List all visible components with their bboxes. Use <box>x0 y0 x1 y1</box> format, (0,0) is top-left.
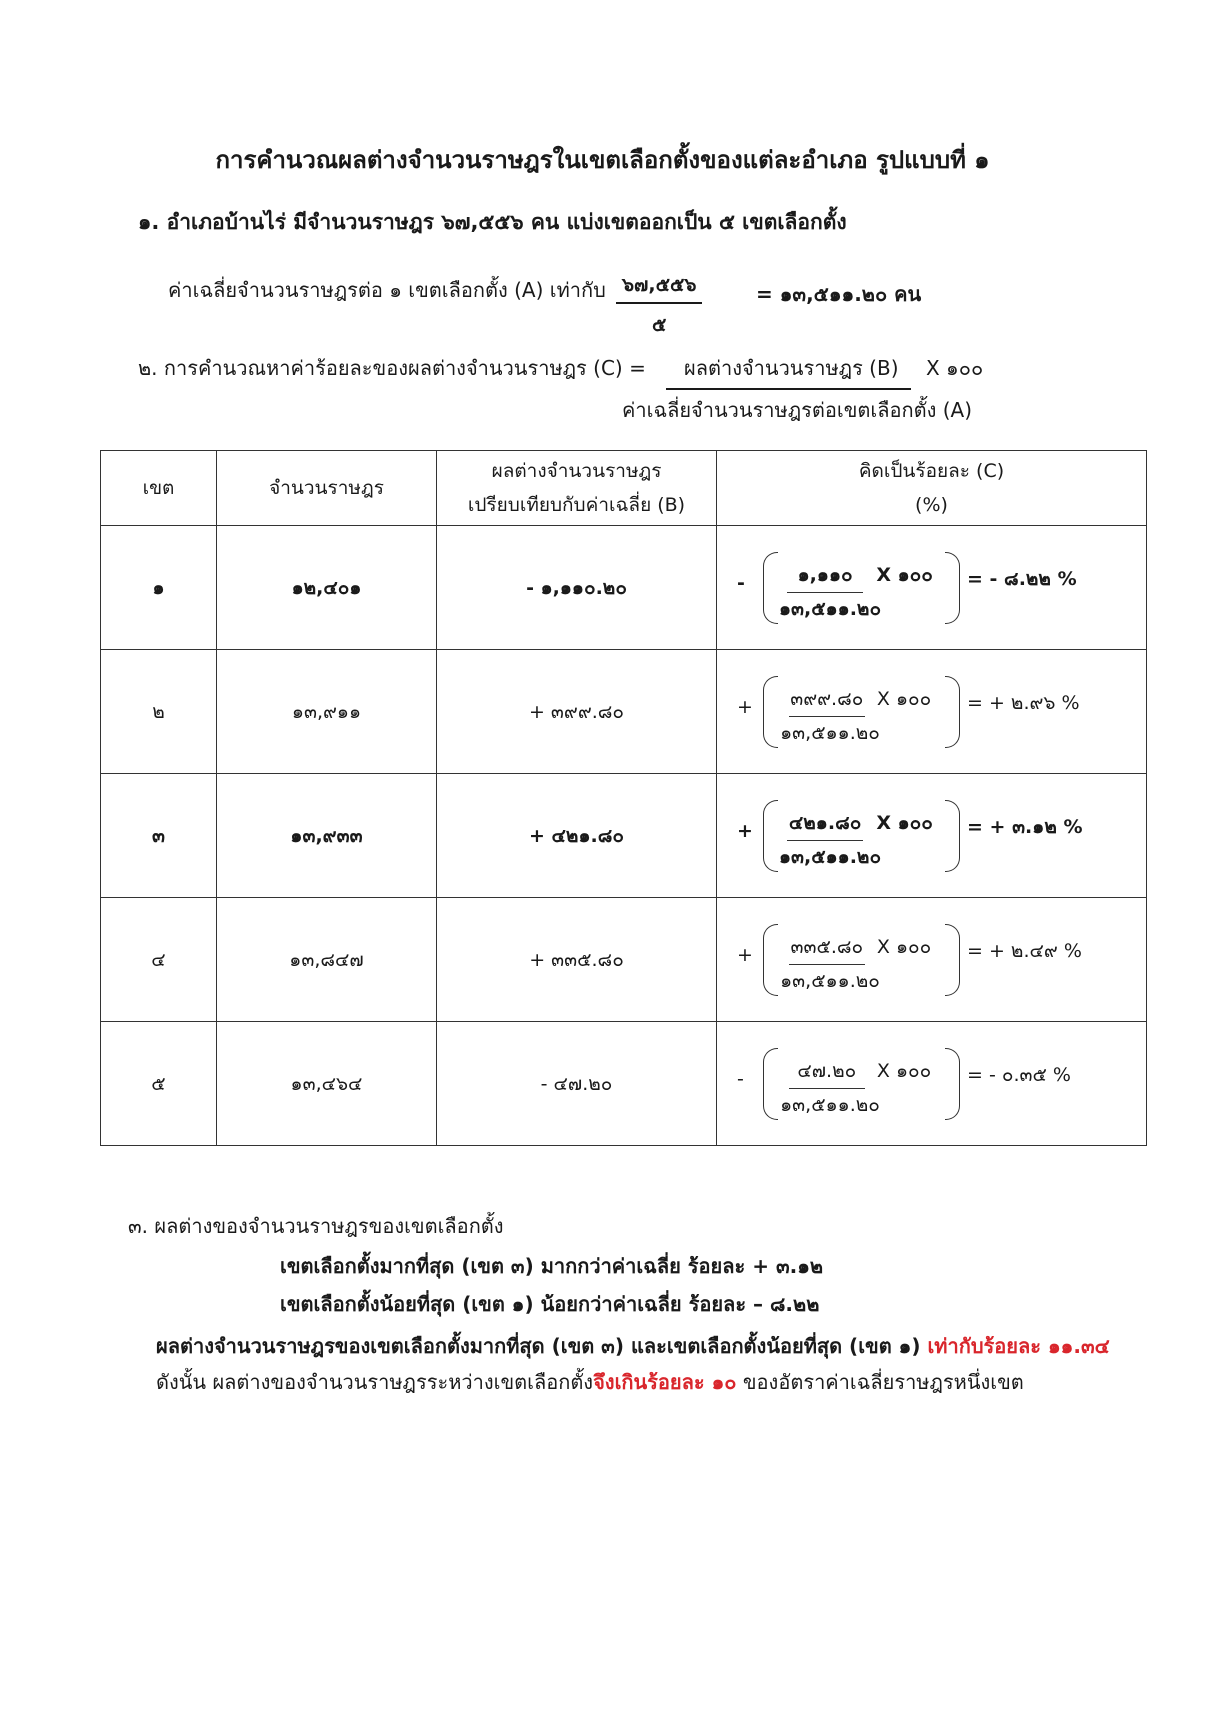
calc-numerator: ๓๓๕.๘๐ <box>789 932 865 965</box>
calc-result: = + ๒.๙๖ % <box>967 692 1080 714</box>
calc-denominator: ๑๓,๕๑๑.๒๐ <box>778 846 882 868</box>
conclusion-2-highlight: จึงเกินร้อยละ ๑๐ <box>593 1370 737 1394</box>
calc-result: = - ๐.๓๕ % <box>967 1064 1071 1086</box>
calc-multiplier: X ๑๐๐ <box>876 1060 932 1082</box>
section-3-label: ๓. ผลต่างของจำนวนราษฎรของเขตเลือกตั้ง <box>128 1214 504 1238</box>
percent-formula-numerator: ผลต่างจำนวนราษฎร (B) <box>666 352 911 390</box>
right-bracket <box>945 676 960 748</box>
district-table <box>100 450 1147 1146</box>
percent-cell <box>717 1022 1147 1146</box>
difference-cell: + ๔๒๑.๘๐ <box>437 774 717 898</box>
conclusion-2-text: ดังนั้น ผลต่างของจำนวนราษฎรระหว่างเขตเลือกตั้ง <box>156 1370 594 1394</box>
calc-numerator: ๔๗.๒๐ <box>789 1056 865 1089</box>
percent-cell <box>717 898 1147 1022</box>
difference-cell: + ๓๓๕.๘๐ <box>437 898 717 1022</box>
max-district-line: เขตเลือกตั้งมากที่สุด (เขต ๓) มากกว่าค่าเฉลี่ย ร้อยละ + ๓.๑๒ <box>280 1254 824 1278</box>
calc-sign: + <box>737 696 753 718</box>
calc-numerator: ๑,๑๑๐ <box>787 560 863 593</box>
section-1-heading: ๑. อำเภอบ้านไร่ มีจำนวนราษฎร ๖๗,๕๕๖ คน แบ่งเขตออกเป็น ๕ เขตเลือกตั้ง <box>138 210 847 234</box>
district-cell: ๕ <box>101 1022 217 1146</box>
calc-multiplier: X ๑๐๐ <box>876 936 932 958</box>
calc-sign: - <box>737 1068 744 1090</box>
calc-result: = + ๓.๑๒ % <box>967 816 1083 838</box>
table-header-row <box>101 451 1147 526</box>
table-row <box>101 650 1147 774</box>
calc-denominator: ๑๓,๕๑๑.๒๐ <box>780 1094 880 1116</box>
header-difference-line1: ผลต่างจำนวนราษฎร <box>491 460 662 482</box>
table-row <box>101 1022 1147 1146</box>
table-row <box>101 898 1147 1022</box>
district-cell: ๒ <box>101 650 217 774</box>
page-title: การคำนวณผลต่างจำนวนราษฎรในเขตเลือกตั้งของแต่ละอำเภอ รูปแบบที่ ๑ <box>215 146 990 174</box>
average-numerator: ๖๗,๕๕๖ <box>616 270 702 304</box>
average-denominator: ๕ <box>652 314 667 336</box>
conclusion-line-1 <box>156 1330 1110 1362</box>
calc-sign: + <box>737 944 753 966</box>
calc-sign: - <box>737 572 745 594</box>
population-cell: ๑๓,๔๖๔ <box>217 1022 437 1146</box>
right-bracket <box>945 1048 960 1120</box>
population-cell: ๑๓,๙๓๓ <box>217 774 437 898</box>
header-district: เขต <box>101 451 217 526</box>
header-percent <box>717 451 1147 526</box>
calc-multiplier: X ๑๐๐ <box>876 564 933 586</box>
calc-numerator: ๔๒๑.๘๐ <box>787 808 863 841</box>
percent-cell <box>717 526 1147 650</box>
conclusion-line-2 <box>156 1366 1024 1398</box>
difference-cell: - ๑,๑๑๐.๒๐ <box>437 526 717 650</box>
calc-multiplier: X ๑๐๐ <box>876 688 932 710</box>
header-population: จำนวนราษฎร <box>217 451 437 526</box>
district-cell: ๑ <box>101 526 217 650</box>
header-percent-line2: (%) <box>915 494 948 516</box>
difference-cell: - ๔๗.๒๐ <box>437 1022 717 1146</box>
conclusion-2-suffix: ของอัตราค่าเฉลี่ยราษฎรหนึ่งเขต <box>736 1370 1024 1394</box>
percent-cell <box>717 774 1147 898</box>
calc-result: = + ๒.๔๙ % <box>967 940 1082 962</box>
conclusion-1-highlight: เท่ากับร้อยละ ๑๑.๓๔ <box>927 1334 1110 1358</box>
calc-numerator: ๓๙๙.๘๐ <box>789 684 865 717</box>
average-result: = ๑๓,๕๑๑.๒๐ คน <box>756 282 922 306</box>
calc-sign: + <box>737 820 753 842</box>
calc-denominator: ๑๓,๕๑๑.๒๐ <box>780 722 880 744</box>
percent-formula-multiplier: X ๑๐๐ <box>926 356 984 380</box>
header-difference <box>437 451 717 526</box>
table-row <box>101 774 1147 898</box>
conclusion-1-text: ผลต่างจำนวนราษฎรของเขตเลือกตั้งมากที่สุด (เขต ๓) และเขตเลือกตั้งน้อยที่สุด (เขต ๑) <box>156 1334 928 1358</box>
header-percent-line1: คิดเป็นร้อยละ (C) <box>858 460 1005 482</box>
calc-denominator: ๑๓,๕๑๑.๒๐ <box>780 970 880 992</box>
population-cell: ๑๒,๔๐๑ <box>217 526 437 650</box>
header-difference-line2: เปรียบเทียบกับค่าเฉลี่ย (B) <box>467 494 686 516</box>
calc-result: = - ๘.๒๒ % <box>967 568 1077 590</box>
table-row <box>101 526 1147 650</box>
calc-denominator: ๑๓,๕๑๑.๒๐ <box>778 598 882 620</box>
min-district-line: เขตเลือกตั้งน้อยที่สุด (เขต ๑) น้อยกว่าค่าเฉลี่ย ร้อยละ – ๘.๒๒ <box>280 1292 820 1316</box>
district-cell: ๓ <box>101 774 217 898</box>
right-bracket <box>945 924 960 996</box>
percent-cell <box>717 650 1147 774</box>
district-cell: ๔ <box>101 898 217 1022</box>
section-2-label: ๒. การคำนวณหาค่าร้อยละของผลต่างจำนวนราษฎร (C) = <box>138 356 646 380</box>
population-cell: ๑๓,๙๑๑ <box>217 650 437 774</box>
percent-formula-denominator: ค่าเฉลี่ยจำนวนราษฎรต่อเขตเลือกตั้ง (A) <box>622 398 972 422</box>
calc-multiplier: X ๑๐๐ <box>876 812 933 834</box>
right-bracket <box>945 800 960 872</box>
average-fraction <box>616 270 702 340</box>
right-bracket <box>945 552 960 624</box>
average-label: ค่าเฉลี่ยจำนวนราษฎรต่อ ๑ เขตเลือกตั้ง (A) เท่ากับ <box>168 278 606 302</box>
difference-cell: + ๓๙๙.๘๐ <box>437 650 717 774</box>
population-cell: ๑๓,๘๔๗ <box>217 898 437 1022</box>
